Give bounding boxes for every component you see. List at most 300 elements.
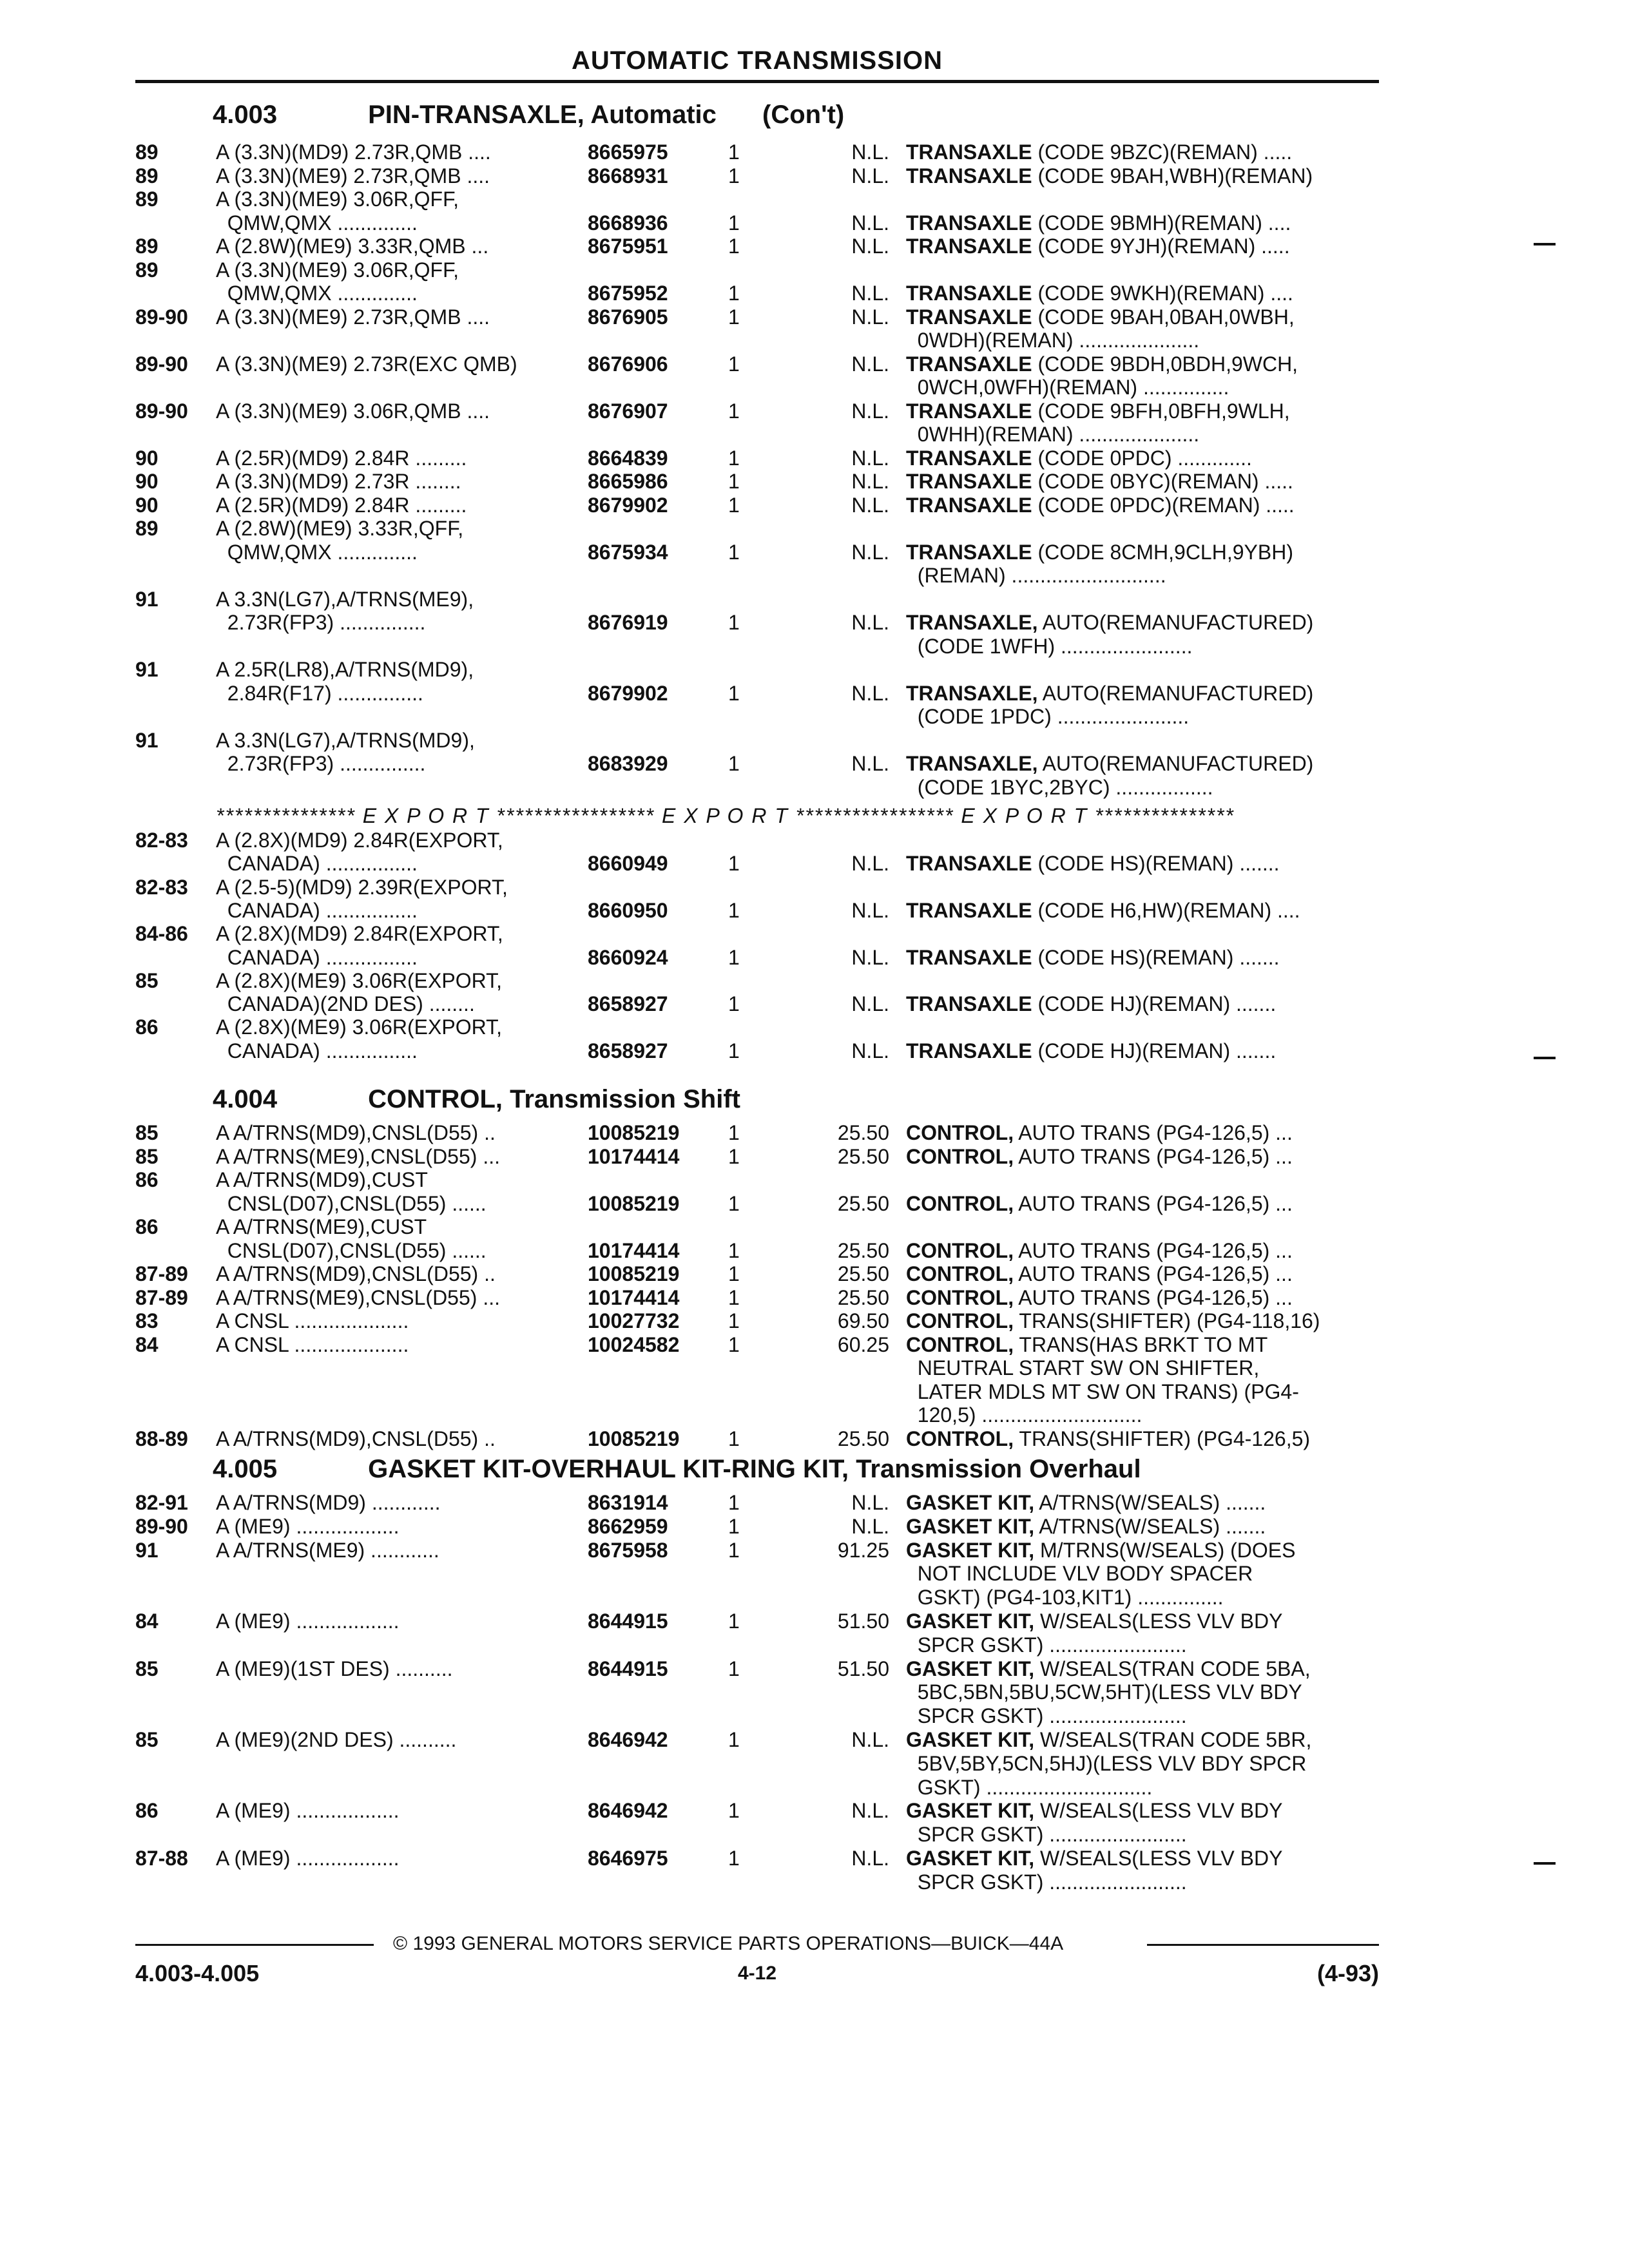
footer-page-number: 4-12 <box>737 1963 777 1984</box>
part-name-keyword: TRANSAXLE <box>906 399 1032 423</box>
part-name <box>906 235 1290 258</box>
model-year: 89 <box>135 235 159 258</box>
part-name-text: (CODE 0BYC)(REMAN) ..... <box>1037 470 1293 493</box>
part-name-keyword: CONTROL, <box>906 1238 1014 1262</box>
part-number: 8668931 <box>588 164 668 187</box>
part-number: 8676919 <box>588 611 668 634</box>
catalog-row <box>135 1145 1379 1169</box>
part-name-keyword: TRANSAXLE <box>906 1039 1032 1062</box>
description: QMW,QMX .............. <box>216 211 418 235</box>
catalog-row <box>135 1799 1379 1823</box>
part-name <box>906 164 1313 188</box>
part-name <box>906 946 1280 970</box>
footer-rule-right <box>1147 1944 1379 1946</box>
price: 25.50 <box>837 1238 889 1262</box>
catalog-row <box>135 969 1379 993</box>
description: A (2.5R)(MD9) 2.84R ......... <box>216 446 467 470</box>
part-name <box>906 1286 1293 1310</box>
catalog-row <box>135 1168 1379 1192</box>
quantity: 1 <box>728 235 740 258</box>
part-name-text: AUTO TRANS (PG4-126,5) ... <box>1018 1238 1293 1262</box>
section-name: CONTROL, Transmission Shift <box>368 1085 740 1113</box>
quantity: 1 <box>728 1191 740 1215</box>
description: A (2.8X)(ME9) 3.06R(EXPORT, <box>216 1015 502 1039</box>
part-name-text: (CODE H6,HW)(REMAN) .... <box>1037 898 1300 922</box>
part-number: 8676905 <box>588 305 668 329</box>
price: 25.50 <box>837 1427 889 1450</box>
part-name-keyword: GASKET KIT, <box>906 1728 1035 1751</box>
part-name-text: W/SEALS(LESS VLV BDY <box>1040 1799 1283 1823</box>
description: A (2.8X)(MD9) 2.84R(EXPORT, <box>216 829 503 852</box>
part-name-text: (REMAN) ........................... <box>906 564 1166 587</box>
catalog-row <box>135 1870 1379 1894</box>
catalog-row <box>135 752 1379 776</box>
part-name-keyword: TRANSAXLE <box>906 470 1032 493</box>
part-name-keyword: TRANSAXLE <box>906 282 1032 305</box>
part-name-text: (CODE 0PDC)(REMAN) ..... <box>1037 493 1295 517</box>
catalog-row <box>135 1680 1379 1704</box>
part-name <box>906 305 1295 329</box>
model-year: 87-89 <box>135 1262 188 1285</box>
part-name <box>906 1427 1310 1451</box>
catalog-row <box>135 1491 1379 1515</box>
catalog-row <box>135 1752 1379 1776</box>
catalog-row <box>135 1633 1379 1657</box>
part-name <box>906 541 1293 564</box>
catalog-row <box>135 164 1379 188</box>
description: A 2.5R(LR8),A/TRNS(MD9), <box>216 658 474 681</box>
model-year: 89-90 <box>135 1514 188 1538</box>
quantity: 1 <box>728 752 740 775</box>
model-year: 91 <box>135 728 159 752</box>
catalog-row <box>135 564 1379 588</box>
description: CNSL(D07),CNSL(D55) ...... <box>216 1191 487 1215</box>
description: A (ME9) .................. <box>216 1610 400 1633</box>
part-name <box>906 1309 1320 1333</box>
catalog-row <box>135 1515 1379 1539</box>
description: A A/TRNS(ME9),CUST <box>216 1215 427 1238</box>
part-name-keyword: TRANSAXLE <box>906 211 1032 235</box>
description: A (ME9)(2ND DES) .......... <box>216 1728 457 1751</box>
part-name-keyword: TRANSAXLE <box>906 305 1032 329</box>
model-year: 85 <box>135 1657 159 1680</box>
part-name-text: AUTO TRANS (PG4-126,5) ... <box>1018 1262 1293 1285</box>
part-name-text: AUTO(REMANUFACTURED) <box>1042 611 1314 634</box>
part-name <box>906 329 1199 352</box>
part-number: 8675958 <box>588 1538 668 1562</box>
quantity: 1 <box>728 1799 740 1823</box>
part-name-text: TRANS(HAS BRKT TO MT <box>1019 1332 1268 1356</box>
description: A (3.3N)(MD9) 2.73R ........ <box>216 470 461 493</box>
catalog-row <box>135 1657 1379 1681</box>
model-year: 82-83 <box>135 875 188 899</box>
part-name-text: 0WCH,0WFH)(REMAN) ............... <box>906 376 1229 399</box>
model-year: 86 <box>135 1215 159 1238</box>
footer-date-code: (4-93) <box>1316 1960 1379 1986</box>
description: A A/TRNS(ME9),CNSL(D55) ... <box>216 1144 500 1168</box>
description: A (2.8X)(MD9) 2.84R(EXPORT, <box>216 922 503 946</box>
catalog-row <box>135 1192 1379 1216</box>
description: CANADA) ................ <box>216 945 418 969</box>
price: N.L. <box>851 235 889 258</box>
catalog-row <box>135 235 1379 258</box>
catalog-row <box>135 922 1379 946</box>
model-year: 89 <box>135 140 159 164</box>
price: N.L. <box>851 1847 889 1870</box>
quantity: 1 <box>728 1309 740 1332</box>
part-name <box>906 852 1280 876</box>
part-name-text: (CODE 1PDC) ....................... <box>906 705 1190 728</box>
part-name-text: 0WDH)(REMAN) ..................... <box>906 329 1200 352</box>
part-name-keyword: TRANSAXLE <box>906 164 1032 187</box>
catalog-row <box>135 899 1379 923</box>
margin-mark <box>1534 243 1556 245</box>
part-name-keyword: TRANSAXLE <box>906 992 1032 1016</box>
part-name-text: W/SEALS(LESS VLV BDY <box>1040 1847 1283 1870</box>
price: N.L. <box>851 305 889 329</box>
quantity: 1 <box>728 446 740 470</box>
description: A A/TRNS(MD9),CNSL(D55) .. <box>216 1121 496 1144</box>
part-name-text: SPCR GSKT) ........................ <box>906 1870 1187 1894</box>
part-name-text: AUTO(REMANUFACTURED) <box>1042 752 1314 775</box>
catalog-row <box>135 1039 1379 1063</box>
part-name-text: SPCR GSKT) ........................ <box>906 1823 1187 1847</box>
description: A CNSL .................... <box>216 1332 409 1356</box>
part-name <box>906 1562 1253 1586</box>
header-rule <box>135 80 1379 83</box>
price: N.L. <box>851 898 889 922</box>
part-name <box>906 1704 1187 1728</box>
quantity: 1 <box>728 493 740 517</box>
quantity: 1 <box>728 305 740 329</box>
part-name-text: (CODE 9BAH,0BAH,0WBH, <box>1037 305 1295 329</box>
catalog-row <box>135 470 1379 494</box>
quantity: 1 <box>728 1538 740 1562</box>
description: QMW,QMX .............. <box>216 540 418 564</box>
part-name-text: AUTO TRANS (PG4-126,5) ... <box>1018 1144 1293 1168</box>
catalog-row <box>135 1562 1379 1586</box>
part-name-text: (CODE 8CMH,9CLH,9YBH) <box>1037 540 1293 564</box>
price: N.L. <box>851 1039 889 1062</box>
part-name-text: (CODE 9BMH)(REMAN) .... <box>1037 211 1291 235</box>
description: CANADA) ................ <box>216 852 418 876</box>
part-name <box>906 1799 1282 1823</box>
price: N.L. <box>851 211 889 235</box>
catalog-row <box>135 1015 1379 1039</box>
part-name <box>906 1680 1302 1704</box>
part-name-text: GSKT) ............................. <box>906 1775 1153 1799</box>
catalog-row <box>135 876 1379 899</box>
part-name-text: (CODE 9YJH)(REMAN) ..... <box>1037 235 1290 258</box>
description: 2.84R(F17) ............... <box>216 681 423 705</box>
part-name-text: 0WHH)(REMAN) ..................... <box>906 423 1200 446</box>
catalog-row <box>135 258 1379 282</box>
price: 51.50 <box>837 1610 889 1633</box>
part-number: 8679902 <box>588 493 668 517</box>
description: A (2.5-5)(MD9) 2.39R(EXPORT, <box>216 875 508 899</box>
part-name-text: SPCR GSKT) ........................ <box>906 1633 1187 1657</box>
catalog-row <box>135 1121 1379 1145</box>
price: N.L. <box>851 752 889 775</box>
quantity: 1 <box>728 681 740 705</box>
price: 25.50 <box>837 1262 889 1285</box>
part-name <box>906 1039 1276 1063</box>
catalog-row <box>135 1823 1379 1847</box>
part-number: 8675934 <box>588 540 668 564</box>
part-name <box>906 1657 1311 1681</box>
part-name-text: GSKT) (PG4-103,KIT1) ............... <box>906 1586 1224 1610</box>
quantity: 1 <box>728 1144 740 1168</box>
part-name <box>906 1121 1293 1145</box>
part-name <box>906 1515 1266 1539</box>
catalog-row <box>135 376 1379 399</box>
catalog-row <box>135 1286 1379 1310</box>
catalog-row <box>135 1380 1379 1404</box>
part-number: 8662959 <box>588 1514 668 1538</box>
part-name <box>906 376 1229 399</box>
model-year: 89 <box>135 187 159 211</box>
description: A (2.8X)(ME9) 3.06R(EXPORT, <box>216 968 502 992</box>
model-year: 84 <box>135 1610 159 1633</box>
price: N.L. <box>851 1728 889 1751</box>
part-name-keyword: TRANSAXLE, <box>906 611 1038 634</box>
description: A (3.3N)(ME9) 3.06R,QFF, <box>216 187 459 211</box>
part-name <box>906 1633 1187 1657</box>
quantity: 1 <box>728 1121 740 1144</box>
description: A (2.5R)(MD9) 2.84R ......... <box>216 493 467 517</box>
price: 60.25 <box>837 1332 889 1356</box>
part-number: 8665986 <box>588 470 668 493</box>
quantity: 1 <box>728 945 740 969</box>
part-name <box>906 140 1292 164</box>
part-number: 8675951 <box>588 235 668 258</box>
model-year: 91 <box>135 587 159 611</box>
part-name-text: 5BC,5BN,5BU,5CW,5HT)(LESS VLV BDY <box>906 1680 1302 1704</box>
description: A A/TRNS(MD9),CNSL(D55) .. <box>216 1262 496 1285</box>
description: A (3.3N)(ME9) 3.06R,QFF, <box>216 258 459 282</box>
quantity: 1 <box>728 164 740 187</box>
catalog-row <box>135 1403 1379 1427</box>
model-year: 88-89 <box>135 1427 188 1450</box>
catalog-row <box>135 1728 1379 1752</box>
model-year: 82-83 <box>135 829 188 852</box>
catalog-row <box>135 447 1379 470</box>
part-name-keyword: CONTROL, <box>906 1191 1014 1215</box>
part-name-text: (CODE 0PDC) ............. <box>1037 446 1252 470</box>
part-number: 8660924 <box>588 945 668 969</box>
part-number: 8646975 <box>588 1847 668 1870</box>
catalog-row <box>135 635 1379 658</box>
part-name <box>906 447 1252 470</box>
part-name <box>906 1823 1187 1847</box>
part-name-keyword: TRANSAXLE <box>906 352 1032 376</box>
part-number: 10024582 <box>588 1332 680 1356</box>
model-year: 86 <box>135 1799 159 1823</box>
part-name-text: (CODE HS)(REMAN) ....... <box>1037 852 1280 876</box>
quantity: 1 <box>728 1610 740 1633</box>
price: 25.50 <box>837 1144 889 1168</box>
part-name-text: LATER MDLS MT SW ON TRANS) (PG4- <box>906 1379 1299 1403</box>
model-year: 89-90 <box>135 305 188 329</box>
catalog-row <box>135 829 1379 852</box>
description: CANADA) ................ <box>216 898 418 922</box>
model-year: 86 <box>135 1015 159 1039</box>
quantity: 1 <box>728 1728 740 1751</box>
part-name <box>906 705 1189 729</box>
part-name <box>906 1356 1259 1380</box>
price: N.L. <box>851 493 889 517</box>
part-name <box>906 611 1313 635</box>
part-name-text: AUTO(REMANUFACTURED) <box>1042 681 1314 705</box>
part-name <box>906 635 1192 658</box>
part-name-text: NOT INCLUDE VLV BODY SPACER <box>906 1562 1253 1586</box>
part-name <box>906 1491 1266 1515</box>
margin-mark <box>1534 1862 1556 1865</box>
description: A (3.3N)(ME9) 2.73R(EXC QMB) <box>216 352 517 376</box>
catalog-row <box>135 282 1379 305</box>
price: N.L. <box>851 945 889 969</box>
price: N.L. <box>851 1799 889 1823</box>
model-year: 91 <box>135 1538 159 1562</box>
quantity: 1 <box>728 540 740 564</box>
catalog-row <box>135 1239 1379 1263</box>
catalog-row <box>135 1847 1379 1870</box>
catalog-row <box>135 705 1379 729</box>
price: N.L. <box>851 681 889 705</box>
part-name-text: NEUTRAL START SW ON SHIFTER, <box>906 1356 1260 1379</box>
price: N.L. <box>851 140 889 164</box>
part-name <box>906 752 1313 776</box>
part-name <box>906 352 1298 376</box>
model-year: 85 <box>135 1728 159 1751</box>
price: 69.50 <box>837 1309 889 1332</box>
part-number: 10174414 <box>588 1144 680 1168</box>
quantity: 1 <box>728 1514 740 1538</box>
model-year: 89 <box>135 517 159 540</box>
catalog-row <box>135 352 1379 376</box>
description: A A/TRNS(ME9),CNSL(D55) ... <box>216 1285 500 1309</box>
model-year: 85 <box>135 1121 159 1144</box>
description: A (2.8W)(ME9) 3.33R,QMB ... <box>216 235 489 258</box>
part-name-text: AUTO TRANS (PG4-126,5) ... <box>1018 1285 1293 1309</box>
part-name <box>906 423 1199 447</box>
description: A A/TRNS(MD9) ............ <box>216 1491 441 1514</box>
part-name <box>906 494 1295 517</box>
description: A (2.8W)(ME9) 3.33R,QFF, <box>216 517 464 540</box>
catalog-row <box>135 305 1379 329</box>
part-name-text: SPCR GSKT) ........................ <box>906 1704 1187 1728</box>
price: 25.50 <box>837 1121 889 1144</box>
section-number: 4.005 <box>213 1455 278 1483</box>
price: 25.50 <box>837 1191 889 1215</box>
part-name <box>906 1192 1293 1216</box>
part-name-keyword: TRANSAXLE <box>906 493 1032 517</box>
part-number: 8683929 <box>588 752 668 775</box>
quantity: 1 <box>728 1332 740 1356</box>
part-name <box>906 776 1213 800</box>
catalog-row <box>135 329 1379 352</box>
description: A (ME9) .................. <box>216 1799 400 1823</box>
part-name-text: AUTO TRANS (PG4-126,5) ... <box>1018 1121 1293 1144</box>
description: A (3.3N)(ME9) 2.73R,QMB .... <box>216 164 490 187</box>
part-name <box>906 1333 1268 1357</box>
model-year: 89 <box>135 258 159 282</box>
part-name <box>906 899 1300 923</box>
page-title: AUTOMATIC TRANSMISSION <box>571 46 943 75</box>
section-heading-4004 <box>135 1085 740 1114</box>
part-number: 10085219 <box>588 1191 680 1215</box>
part-name <box>906 1145 1293 1169</box>
quantity: 1 <box>728 1427 740 1450</box>
part-number: 10027732 <box>588 1309 680 1332</box>
part-name-text: (CODE 9BAH,WBH)(REMAN) <box>1037 164 1313 187</box>
catalog-row <box>135 852 1379 876</box>
model-year: 91 <box>135 658 159 681</box>
catalog-row <box>135 682 1379 706</box>
part-name-keyword: TRANSAXLE <box>906 540 1032 564</box>
model-year: 84-86 <box>135 922 188 946</box>
part-name-keyword: GASKET KIT, <box>906 1847 1035 1870</box>
quantity: 1 <box>728 898 740 922</box>
part-name <box>906 992 1276 1016</box>
part-number: 8644915 <box>588 1610 668 1633</box>
price: N.L. <box>851 992 889 1016</box>
quantity: 1 <box>728 399 740 423</box>
price: N.L. <box>851 540 889 564</box>
catalog-row <box>135 517 1379 541</box>
part-name-text: (CODE HS)(REMAN) ....... <box>1037 945 1280 969</box>
catalog-row <box>135 1215 1379 1239</box>
quantity: 1 <box>728 1238 740 1262</box>
part-name-text: 5BV,5BY,5CN,5HJ)(LESS VLV BDY SPCR <box>906 1751 1307 1775</box>
part-name-keyword: TRANSAXLE <box>906 852 1032 876</box>
part-number: 10174414 <box>588 1238 680 1262</box>
description: A (ME9)(1ST DES) .......... <box>216 1657 453 1680</box>
catalog-row <box>135 1776 1379 1800</box>
model-year: 83 <box>135 1309 159 1332</box>
model-year: 89-90 <box>135 352 188 376</box>
price: N.L. <box>851 852 889 876</box>
part-name <box>906 211 1291 235</box>
part-name <box>906 470 1293 494</box>
catalog-row <box>135 187 1379 211</box>
description: A A/TRNS(MD9),CNSL(D55) .. <box>216 1427 496 1450</box>
part-name-text: (CODE 9BFH,0BFH,9WLH, <box>1037 399 1290 423</box>
catalog-row <box>135 399 1379 423</box>
model-year: 89-90 <box>135 399 188 423</box>
catalog-row <box>135 1309 1379 1333</box>
part-name <box>906 1728 1311 1752</box>
quantity: 1 <box>728 1657 740 1680</box>
part-number: 10085219 <box>588 1262 680 1285</box>
part-name <box>906 1380 1299 1404</box>
part-name <box>906 1539 1295 1562</box>
quantity: 1 <box>728 611 740 634</box>
part-name <box>906 1610 1282 1633</box>
part-number: 10085219 <box>588 1121 680 1144</box>
part-name-text: A/TRNS(W/SEALS) ....... <box>1039 1514 1266 1538</box>
part-number: 8660949 <box>588 852 668 876</box>
part-number: 8631914 <box>588 1491 668 1514</box>
description: CANADA) ................ <box>216 1039 418 1062</box>
part-name-keyword: GASKET KIT, <box>906 1610 1035 1633</box>
part-name-text: (CODE 9WKH)(REMAN) .... <box>1037 282 1293 305</box>
part-number: 8665975 <box>588 140 668 164</box>
catalog-row <box>135 588 1379 611</box>
part-name <box>906 1752 1306 1776</box>
price: 91.25 <box>837 1538 889 1562</box>
catalog-row <box>135 611 1379 635</box>
